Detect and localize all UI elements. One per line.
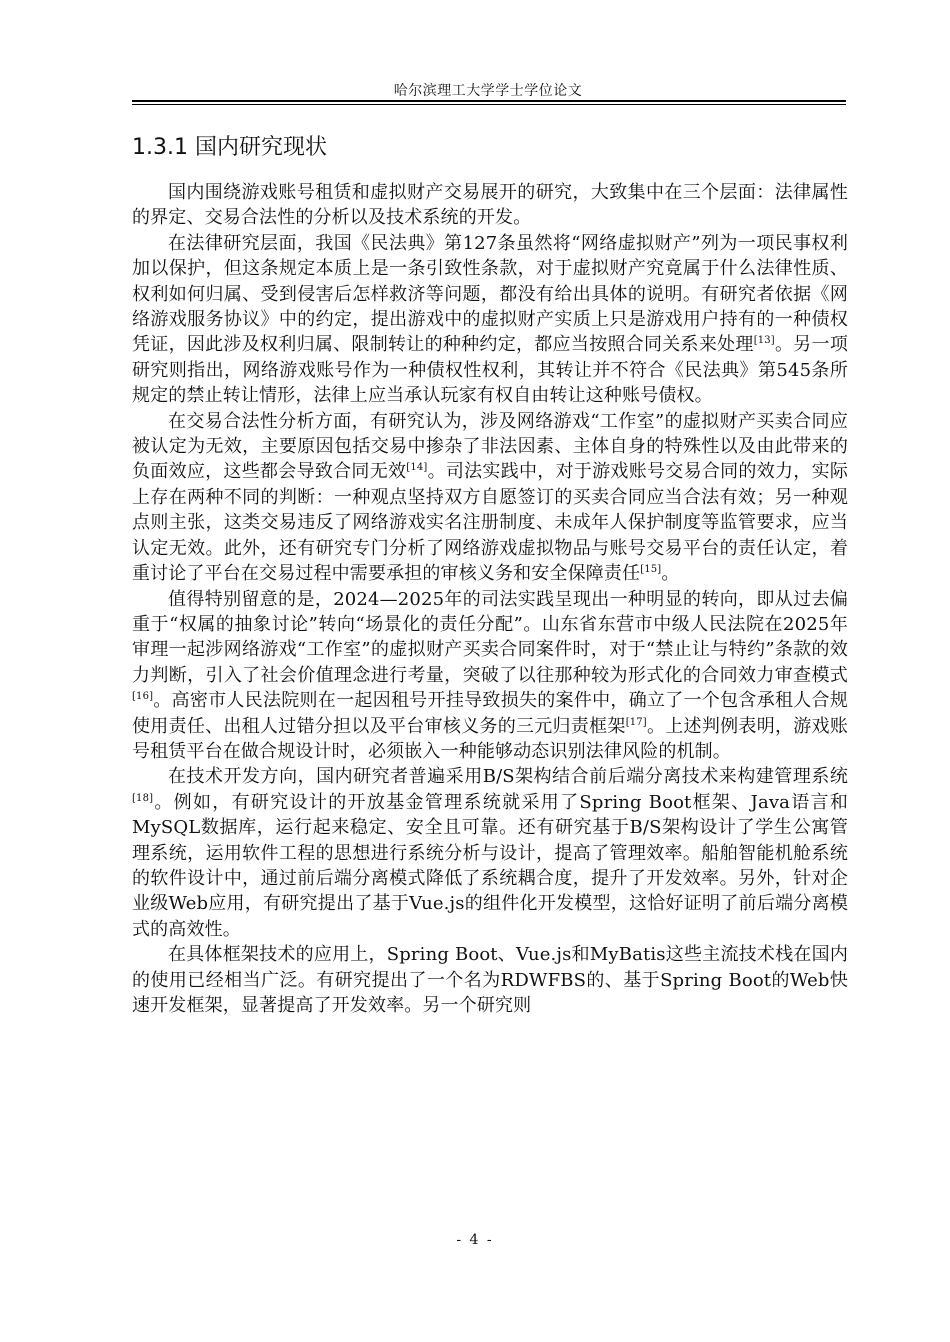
text-run: 国内围绕游戏账号租赁和虚拟财产交易展开的研究，大致集中在三个层面：法律属性的界定、交易合法性的分析以及技术系统的开发。 bbox=[132, 182, 848, 229]
text-run: 。 bbox=[661, 563, 680, 585]
running-header: 哈尔滨理工大学学士学位论文 bbox=[393, 83, 583, 99]
text-run: 在交易合法性分析方面，有研究认为，涉及网络游戏“工作室”的虚拟财产买卖合同应被认定为无效，主要原因包括交易中掺杂了非法因素、主体自身的特殊性以及由此带来的负面效应，这些都会导致合同无效 bbox=[132, 410, 848, 483]
paragraph bbox=[132, 180, 848, 231]
paragraph bbox=[132, 409, 848, 587]
paragraph bbox=[132, 231, 848, 409]
citation-17: [17] bbox=[625, 716, 647, 728]
body-text bbox=[132, 180, 848, 1018]
section-heading: 1.3.1 国内研究现状 bbox=[132, 135, 327, 160]
text-run: 在法律研究层面，我国《民法典》第127条虽然将“网络虚拟财产”列为一项民事权利加以保护，但这条规定本质上是一条引致性条款，对于虚拟财产究竟属于什么法律性质、权利如何归属、受到侵害后怎样救济等问题，都没有给出具体的说明。有研究者依据《网络游戏服务协议》中的约定，提出游戏中的虚拟财产实质上只是游戏用户持有的一种债权凭证，因此涉及权利归属、限制转让的种种约定，都应当按照合同关系来处理 bbox=[132, 232, 848, 356]
text-run: 。另一项研究则指出，网络游戏账号作为一种债权性权利，其转让并不符合《民法典》第545条所规定的禁止转让情形，法律上应当承认玩家有权自由转让这种账号债权。 bbox=[132, 334, 848, 407]
text-run: 在技术开发方向，国内研究者普遍采用B/S架构结合前后端分离技术来构建管理系统 bbox=[168, 766, 848, 788]
citation-18: [18] bbox=[132, 792, 154, 804]
text-run: 。高密市人民法院则在一起因租号开挂导致损失的案件中，确立了一个包含承租人合规使用责任、出租人过错分担以及平台审核义务的三元归责框架 bbox=[132, 690, 848, 737]
text-run: 值得特别留意的是，2024—2025年的司法实践呈现出一种明显的转向，即从过去偏重于“权属的抽象讨论”转向“场景化的责任分配”。山东省东营市中级人民法院在2025年审理一起涉网络游戏“工作室”的虚拟财产买卖合同案件时，对于“禁止让与特约”条款的效力判断，引入了社会价值理念进行考量，突破了以往那种较为形式化的合同效力审查模式 bbox=[132, 588, 848, 686]
paragraph bbox=[132, 587, 848, 765]
citation-16: [16] bbox=[132, 691, 154, 703]
page-number: - 4 - bbox=[456, 1232, 494, 1248]
header-rule bbox=[132, 100, 846, 102]
text-run: 。上述判例表明，游戏账号租赁平台在做合规设计时，必须嵌入一种能够动态识别法律风险的机制。 bbox=[132, 715, 848, 762]
text-run: 。司法实践中，对于游戏账号交易合同的效力，实际上存在两种不同的判断：一种观点坚持双方自愿签订的买卖合同应当合法有效；另一种观点则主张，这类交易违反了网络游戏实名注册制度、未成年人保护制度等监管要求，应当认定无效。此外，还有研究专门分析了网络游戏虚拟物品与账号交易平台的责任认定，着重讨论了平台在交易过程中需要承担的审核义务和安全保障责任 bbox=[132, 461, 849, 585]
citation-15: [15] bbox=[640, 564, 662, 576]
header-rule-thin bbox=[132, 104, 846, 105]
text-run: 。例如，有研究设计的开放基金管理系统就采用了Spring Boot框架、Java语言和MySQL数据库，运行起来稳定、安全且可靠。还有研究基于B/S架构设计了学生公寓管理系统，运用软件工程的思想进行系统分析与设计，提高了管理效率。船舶智能机舱系统的软件设计中，通过前后端分离模式降低了系统耦合度，提升了开发效率。另外，针对企业级Web应用，有研究提出了基于Vue.js的组件化开发模型，这恰好证明了前后端分离模式的高效性。 bbox=[132, 791, 848, 940]
citation-13: [13] bbox=[753, 335, 775, 347]
paragraph bbox=[132, 764, 848, 942]
citation-14: [14] bbox=[406, 462, 428, 474]
text-run: 在具体框架技术的应用上，Spring Boot、Vue.js和MyBatis这些主流技术栈在国内的使用已经相当广泛。有研究提出了一个名为RDWFBS的、基于Spring Boot的Web快速开发框架，显著提高了开发效率。另一个研究则 bbox=[132, 944, 848, 1016]
paragraph bbox=[132, 942, 848, 1018]
